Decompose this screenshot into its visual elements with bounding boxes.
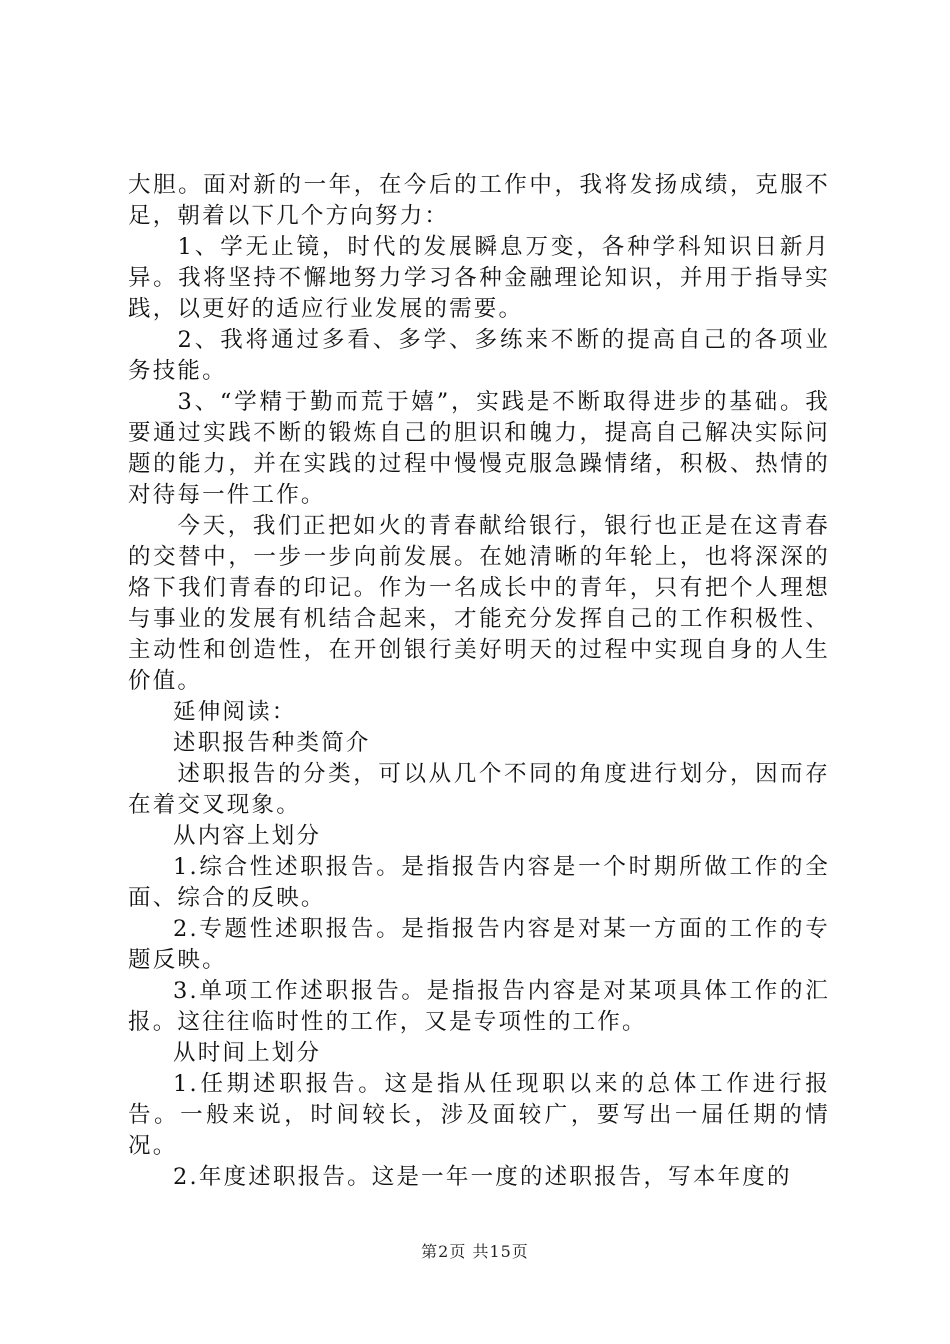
paragraph: 今天，我们正把如火的青春献给银行，银行也正是在这青春的交替中，一步一步向前发展。在她清晰的年轮上，也将深深的烙下我们青春的印记。作为一名成长中的青年，只有把个人理想与事业的发展有机结合起来，才能充分发挥自己的工作积极性、主动性和创造性，在开创银行美好明天的过程中实现自身的人生价值。 xyxy=(128,513,830,694)
page-number: 第2页 共15页 xyxy=(421,1242,529,1261)
list-item: 2.年度述职报告。这是一年一度的述职报告，写本年度的 xyxy=(173,1164,792,1190)
paragraph: 述职报告的分类，可以从几个不同的角度进行划分，因而存在着交叉现象。 xyxy=(128,761,830,818)
subsection-heading: 从时间上划分 xyxy=(173,1040,322,1066)
section-label: 延伸阅读： xyxy=(173,699,297,725)
list-item: 2.专题性述职报告。是指报告内容是对某一方面的工作的专题反映。 xyxy=(128,916,830,973)
list-item: 3、“学精于勤而荒于嬉”，实践是不断取得进步的基础。我要通过实践不断的锻炼自己的胆识和魄力，提高自己解决实际问题的能力，并在实践的过程中慢慢克服急躁情绪，积极、热情的对待每一件工作。 xyxy=(128,389,830,508)
document-body xyxy=(128,170,830,1193)
list-item: 1.任期述职报告。这是指从任现职以来的总体工作进行报告。一般来说，时间较长，涉及面较广，要写出一届任期的情况。 xyxy=(128,1071,830,1159)
list-item: 1.综合性述职报告。是指报告内容是一个时期所做工作的全面、综合的反映。 xyxy=(128,854,830,911)
list-item: 1、学无止镜，时代的发展瞬息万变，各种学科知识日新月异。我将坚持不懈地努力学习各种金融理论知识，并用于指导实践，以更好的适应行业发展的需要。 xyxy=(128,234,830,322)
section-heading: 述职报告种类简介 xyxy=(173,730,371,756)
subsection-heading: 从内容上划分 xyxy=(173,823,322,849)
list-item: 2、我将通过多看、多学、多练来不断的提高自己的各项业务技能。 xyxy=(128,327,830,384)
paragraph: 大胆。面对新的一年，在今后的工作中，我将发扬成绩，克服不足，朝着以下几个方向努力： xyxy=(128,172,830,229)
list-item: 3.单项工作述职报告。是指报告内容是对某项具体工作的汇报。这往往临时性的工作，又是专项性的工作。 xyxy=(128,978,830,1035)
